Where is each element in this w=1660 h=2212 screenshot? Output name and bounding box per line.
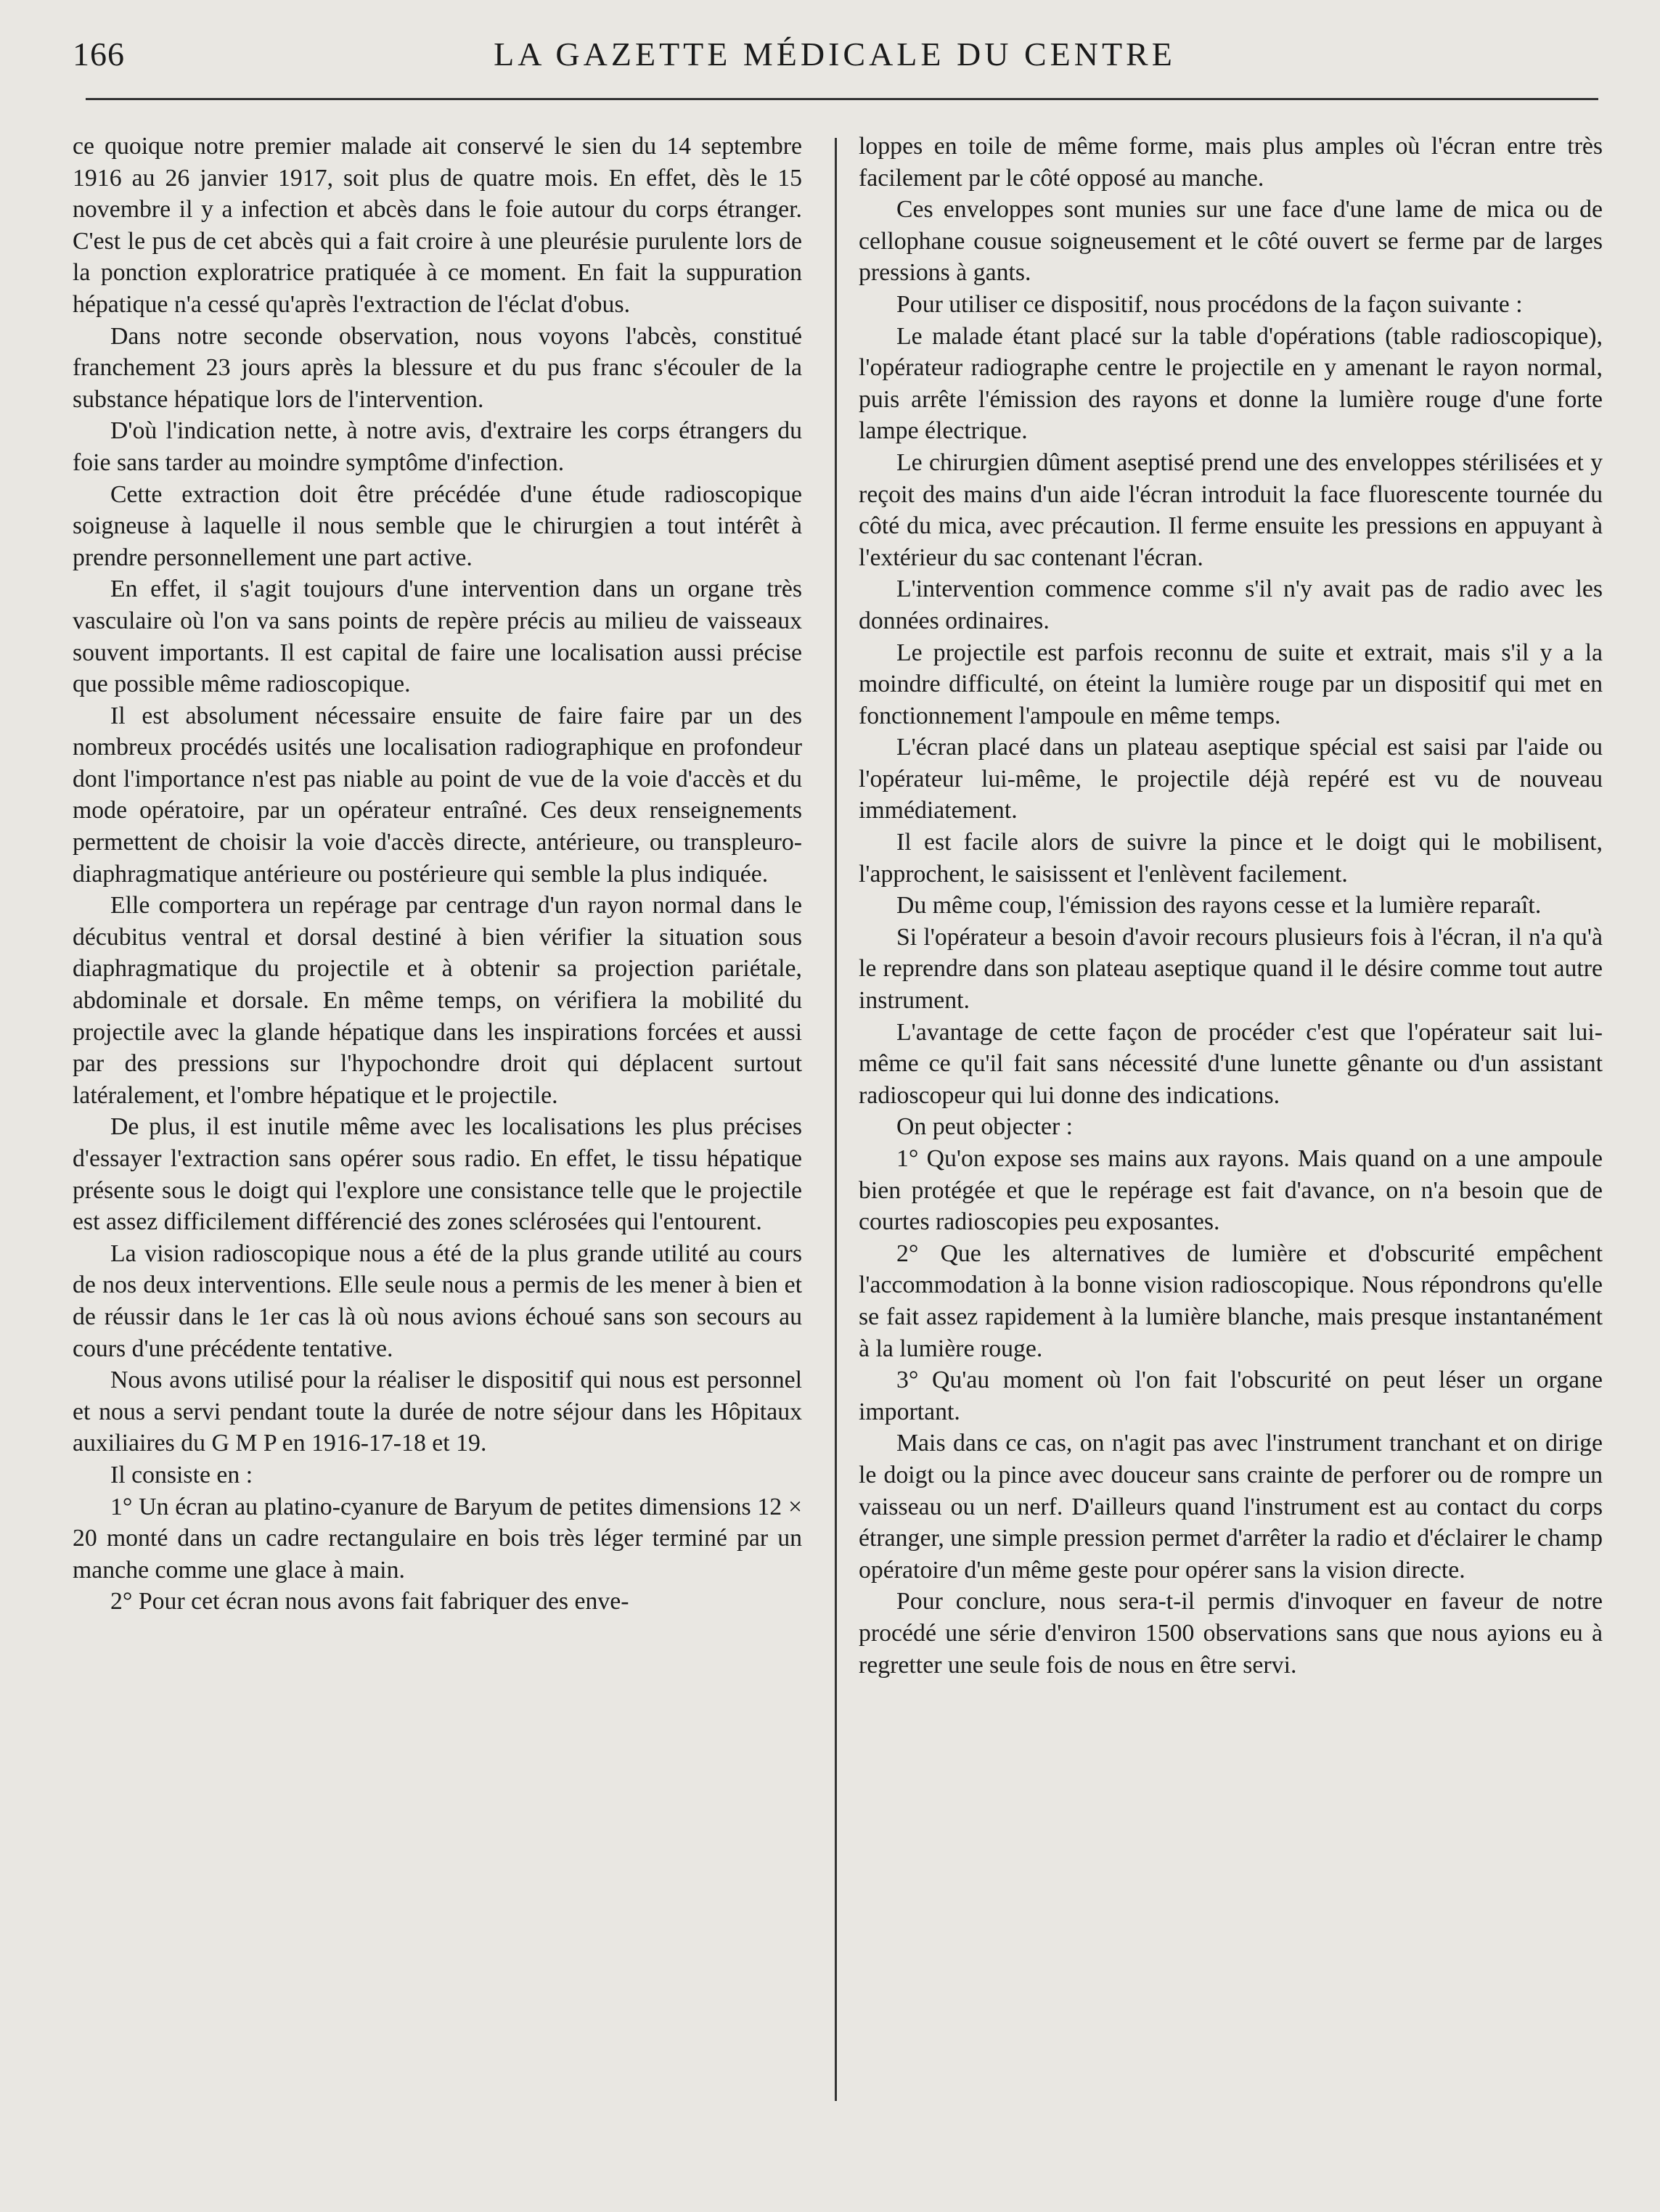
paragraph: 2° Que les alternatives de lumière et d'obscurité empêchent l'accommodation à la bonne vision radioscopique. Nous répondrons qu'elle se fait assez rapidement à la lumière blanche, mais presque instantanément à la lumière rouge. — [859, 1240, 1603, 1362]
paragraph: L'intervention commence comme s'il n'y avait pas de radio avec les données ordinaires. — [859, 575, 1603, 634]
paragraph: 1° Un écran au platino-cyanure de Baryum de petites dimensions 12 × 20 monté dans un cadre rectangulaire en bois très léger terminé par un manche comme une glace à main. — [73, 1493, 802, 1584]
paragraph: La vision radioscopique nous a été de la plus grande utilité au cours de nos deux interventions. Elle seule nous a permis de les mener à bien et de réussir dans le 1er cas là où nous avions échoué sans son secours au cours d'une précédente tentative. — [73, 1240, 802, 1362]
page-header — [73, 29, 1597, 80]
right-column — [859, 131, 1603, 1681]
header-rule — [86, 98, 1598, 100]
paragraph: Si l'opérateur a besoin d'avoir recours plusieurs fois à l'écran, il n'a qu'à le reprendre dans son plateau aseptique quand il le désire comme tout autre instrument. — [859, 923, 1603, 1015]
paragraph: Il est absolument nécessaire ensuite de faire faire par un des nombreux procédés usités une localisation radiographique en profondeur dont l'importance n'est pas niable au point de vue de la voie d'accès et du mode opératoire, par un opérateur entraîné. Ces deux renseignements permettent de choisir la voie d'accès directe, antérieure, ou transpleuro-diaphragmatique antérieure ou postérieure qui semble la plus indiquée. — [73, 702, 802, 888]
paragraph: Pour conclure, nous sera-t-il permis d'invoquer en faveur de notre procédé une série d'environ 1500 observations sans que nous ayions eu à regretter une seule fois de nous en être servi. — [859, 1588, 1603, 1679]
paragraph: Ces enveloppes sont munies sur une face d'une lame de mica ou de cellophane cousue soigneusement et le côté ouvert se ferme par de larges pressions à gants. — [859, 196, 1603, 287]
paragraph: Il consiste en : — [110, 1461, 253, 1488]
paragraph: Cette extraction doit être précédée d'une étude radioscopique soigneuse à laquelle il nous semble que le chirurgien a tout intérêt à prendre personnellement une part active. — [73, 480, 802, 571]
paragraph: Pour utiliser ce dispositif, nous procédons de la façon suivante : — [896, 290, 1523, 318]
paragraph: L'avantage de cette façon de procéder c'est que l'opérateur sait lui-même ce qu'il fait sans nécessité d'une lunette gênante ou d'un assistant radioscopeur qui lui donne des indications. — [859, 1018, 1603, 1109]
paragraph: Nous avons utilisé pour la réaliser le dispositif qui nous est personnel et nous a servi pendant toute la durée de notre séjour dans les Hôpitaux auxiliaires du G M P en 1916-17-18 et 19. — [73, 1367, 802, 1457]
paragraph: D'où l'indication nette, à notre avis, d'extraire les corps étrangers du foie sans tarder au moindre symptôme d'infection. — [73, 417, 802, 476]
paragraph: Mais dans ce cas, on n'agit pas avec l'instrument tranchant et on dirige le doigt ou la pince avec douceur sans crainte de perforer ou de rompre un vaisseau ou un nerf. D'ailleurs quand l'instrument est au contact du corps étranger, une simple pression permet d'arrêter la radio et d'éclairer le champ opératoire d'un même geste pour opérer sans la vision directe. — [859, 1430, 1603, 1584]
paragraph: 2° Pour cet écran nous avons fait fabriquer des enve- — [110, 1588, 629, 1615]
paragraph: 3° Qu'au moment où l'on fait l'obscurité on peut léser un organe important. — [859, 1367, 1603, 1425]
paragraph: De plus, il est inutile même avec les localisations les plus précises d'essayer l'extraction sans opérer sous radio. En effet, le tissu hépatique présente sous le doigt qui l'explore une consistance telle que le projectile est assez difficilement différencié des zones sclérosées qui l'entourent. — [73, 1113, 802, 1236]
paragraph: On peut objecter : — [896, 1113, 1074, 1141]
page-number: 166 — [73, 36, 125, 73]
paragraph: Dans notre seconde observation, nous voyons l'abcès, constitué franchement 23 jours après la blessure et du pus franc s'écouler de la substance hépatique lors de l'intervention. — [73, 322, 802, 413]
paragraph: Le projectile est parfois reconnu de suite et extrait, mais s'il y a la moindre difficulté, on éteint la lumière rouge par un dispositif qui met en fonctionnement l'ampoule en même temps. — [859, 639, 1603, 729]
running-title: LA GAZETTE MÉDICALE DU CENTRE — [494, 36, 1176, 73]
paragraph: Elle comportera un repérage par centrage d'un rayon normal dans le décubitus ventral et dorsal destiné à bien vérifier la situation sous diaphragmatique du projectile et à obtenir sa projection pariétale, abdominale et dorsale. En même temps, on vérifiera la mobilité du projectile avec la glande hépatique dans les inspirations forcées et aussi par des pressions sur l'hypochondre droit qui déplacent surtout latéralement, et l'ombre hépatique et le projectile. — [73, 892, 802, 1109]
paragraph: L'écran placé dans un plateau aseptique spécial est saisi par l'aide ou l'opérateur lui-même, le projectile déjà repéré est vu de nouveau immédiatement. — [859, 734, 1603, 824]
column-divider — [835, 138, 837, 2101]
paragraph: Du même coup, l'émission des rayons cesse et la lumière reparaît. — [896, 892, 1542, 919]
paragraph: loppes en toile de même forme, mais plus amples où l'écran entre très facilement par le côté opposé au manche. — [859, 133, 1603, 192]
left-column — [73, 131, 802, 1618]
paragraph: 1° Qu'on expose ses mains aux rayons. Mais quand on a une ampoule bien protégée et que le repérage est fait d'avance, on n'a besoin que de courtes radioscopies peu exposantes. — [859, 1145, 1603, 1236]
paragraph: Le chirurgien dûment aseptisé prend une des enveloppes stérilisées et y reçoit des mains d'un aide l'écran introduit la face fluorescente tournée du côté du mica, avec précaution. Il ferme ensuite les pressions en appuyant à l'extérieur du sac contenant l'écran. — [859, 448, 1603, 571]
paragraph: ce quoique notre premier malade ait conservé le sien du 14 septembre 1916 au 26 janvier 1917, soit plus de quatre mois. En effet, dès le 15 novembre il y a infection et abcès dans le foie autour du corps étranger. C'est le pus de cet abcès qui a fait croire à une pleurésie purulente lors de la ponction exploratrice pratiquée à ce moment. En fait la suppuration hépatique n'a cessé qu'après l'extraction de l'éclat d'obus. — [73, 133, 802, 318]
paragraph: Le malade étant placé sur la table d'opérations (table radioscopique), l'opérateur radiographe centre le projectile en y amenant le rayon normal, puis arrête l'émission des rayons et donne la lumière rouge d'une forte lampe électrique. — [859, 322, 1603, 445]
paragraph: Il est facile alors de suivre la pince et le doigt qui le mobilisent, l'approchent, le saisissent et l'enlèvent facilement. — [859, 829, 1603, 888]
paragraph: En effet, il s'agit toujours d'une intervention dans un organe très vasculaire où l'on va sans points de repère précis au milieu de vaisseaux souvent importants. Il est capital de faire une localisation aussi précise que possible même radioscopique. — [73, 575, 802, 698]
